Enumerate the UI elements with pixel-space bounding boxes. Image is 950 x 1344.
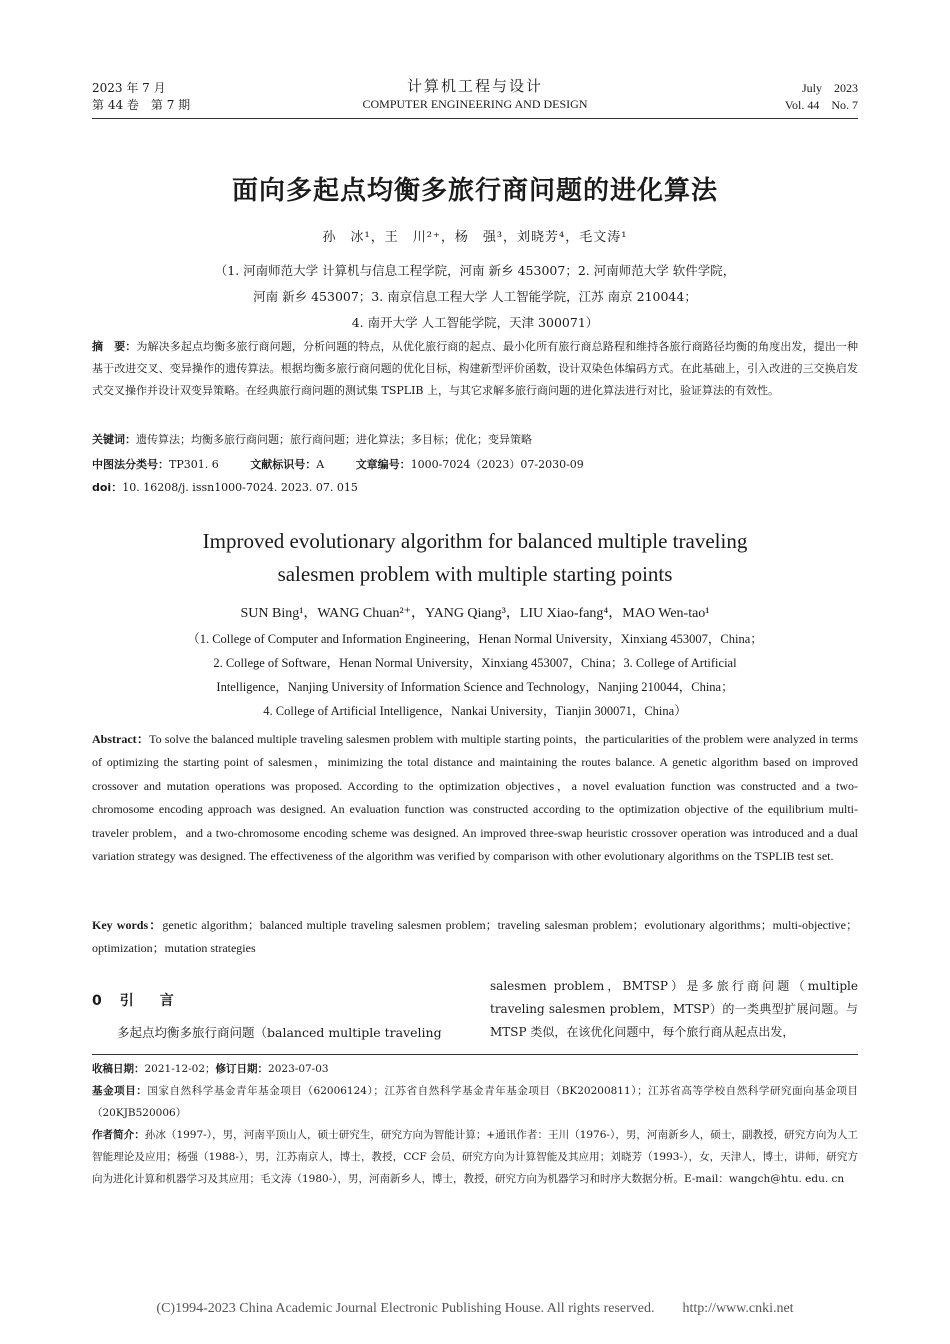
affiliations-en <box>0 627 950 723</box>
received-label: 收稿日期： <box>92 1063 145 1075</box>
intro-paragraph-right: salesmen problem，BMTSP）是多旅行商问题（multiple traveling salesmen problem，MTSP）的一类典型扩展问题。与 MTSP 类似，在该优化问题中，每个旅行商从起点出发， <box>490 979 858 1039</box>
abstract-cn-text: 为解决多起点均衡多旅行商问题，分析问题的特点，从优化旅行商的起点、最小化所有旅行商总路程和维持各旅行商路径均衡的角度出发，提出一种基于改进交叉、变异操作的遗传算法。根据均衡多旅行商问题的优化目标，构建新型评价函数，设计双染色体编码方式。在此基础上，引入改进的三交换启发式交叉操作并设计双变异策略。在经典旅行商问题的测试集 TSPLIB 上，与其它求解多旅行商问题的进化算法进行对比，验证算法的有效性。 <box>92 340 859 397</box>
article-number-label: 文章编号： <box>355 458 411 471</box>
affiliation-line: 4. 南开大学 人工智能学院，天津 300071） <box>351 315 599 330</box>
fund-label: 基金项目： <box>92 1085 148 1097</box>
affiliation-line: 河南 新乡 453007；3. 南京信息工程大学 人工智能学院，江苏 南京 210044； <box>253 289 697 304</box>
doi-value: 10. 16208/j. issn1000-7024. 2023. 07. 015 <box>122 481 358 494</box>
issue-volume-cn: 第 44 卷 第 7 期 <box>92 98 191 112</box>
authors-cn: 孙 冰¹，王 川²⁺，杨 强³，刘晓芳⁴，毛文涛¹ <box>322 230 628 245</box>
title-en-line: Improved evolutionary algorithm for balanced multiple traveling <box>202 529 748 553</box>
running-header-right <box>760 80 858 114</box>
affiliation-en-line: 2. College of Software，Henan Normal University，Xinxiang 453007，China；3. College of Artificial <box>213 656 737 670</box>
revised-value: 2023-07-03 <box>268 1063 329 1075</box>
title-en-line: salesmen problem with multiple starting points <box>277 562 673 586</box>
keywords-en-label: Key words： <box>92 918 163 932</box>
keywords-cn-text: 遗传算法；均衡多旅行商问题；旅行商问题；进化算法；多目标；优化；变异策略 <box>136 433 532 446</box>
revised-label: 修订日期： <box>215 1063 269 1075</box>
doc-code-label: 文献标识号： <box>250 458 317 471</box>
affiliations-cn <box>0 258 950 336</box>
bio-label: 作者简介： <box>92 1129 145 1141</box>
clc-label: 中图法分类号： <box>92 458 169 471</box>
keywords-cn-label: 关键词： <box>92 433 136 446</box>
paper-title-cn: 面向多起点均衡多旅行商问题的进化算法 <box>231 176 718 206</box>
doi-label: doi： <box>92 481 123 494</box>
footnote-author-bio <box>92 1124 858 1190</box>
doi-line <box>92 477 858 499</box>
section-heading-introduction <box>92 990 180 1010</box>
issue-volume-en: Vol. 44 No. 7 <box>784 98 858 112</box>
copyright-notice: (C)1994-2023 China Academic Journal Electronic Publishing House. All rights reserved. http://www.cnki.net <box>156 1301 794 1316</box>
journal-name-en: COMPUTER ENGINEERING AND DESIGN <box>362 97 588 111</box>
bio-value: 孙冰（1997-），男，河南平顶山人，硕士研究生，研究方向为智能计算；+通讯作者：王川（1976-），男，河南新乡人，硕士，副教授，研究方向为人工智能理论及应用；杨强（1988-），男，江苏南京人，博士，教授，CCF 会员，研究方向为计算智能及其应用；刘晓芳（1993-），女，天津人，博士，讲师，研究方向为进化计算和机器学习及其应用；毛文涛（1980-），男，河南新乡人，博士，教授，研究方向为机器学习和时序大数据分析。E-mail：wangch@htu. edu. cn <box>92 1129 859 1185</box>
doc-code-value: A <box>316 458 325 471</box>
affiliation-line: （1. 河南师范大学 计算机与信息工程学院，河南 新乡 453007；2. 河南师范大学 软件学院， <box>214 263 736 278</box>
received-value: 2021-12-02； <box>144 1063 216 1075</box>
clc-value: TP301. 6 <box>169 458 219 471</box>
classification-line <box>92 454 858 476</box>
issue-date-cn: 2023 年 7 月 <box>92 81 166 95</box>
section-title: 引 言 <box>119 993 180 1009</box>
keywords-en-text: genetic algorithm；balanced multiple traveling salesmen problem；traveling salesman problem；evolutionary algorithms；multi-objective；optimization；mutation strategies <box>92 918 858 956</box>
section-number: 0 <box>92 993 102 1009</box>
paper-title-en <box>0 525 950 591</box>
keywords-cn <box>92 429 858 451</box>
footnote-dates <box>92 1058 858 1080</box>
article-number-value: 1000-7024（2023）07-2030-09 <box>410 458 584 471</box>
footnote-funding <box>92 1080 858 1124</box>
abstract-en-text: To solve the balanced multiple traveling salesmen problem with multiple starting points，the particularities of the problem were analyzed in terms of optimizing the starting point of salesmen，minimizing the total distance and maintaining the routes balance. A genetic algorithm based on improved crossover and mutation operations was proposed. According to the optimization objectives，a novel evaluation function was constructed and a two-chromosome encoding approach was designed. An evaluation function was constructed according to the optimization objective of the equilibrium multi-traveler problem，and a two-chromosome encoding scheme was designed. An improved three-swap heuristic crossover operation was introduced and a dual variation strategy was designed. The effectiveness of the algorithm was verified by comparison with other evolutionary algorithms on the TSPLIB test set. <box>92 732 859 864</box>
keywords-en <box>92 914 858 961</box>
footnote-rule <box>92 1054 858 1055</box>
fund-value: 国家自然科学基金青年基金项目（62006124）；江苏省自然科学基金青年基金项目（BK20200811）；江苏省高等学校自然科学研究面向基金项目（20KJB520006） <box>92 1085 859 1119</box>
intro-paragraph-left: 多起点均衡多旅行商问题（balanced multiple traveling <box>117 1025 442 1040</box>
abstract-en <box>92 728 858 868</box>
issue-date-en: July 2023 <box>801 81 858 95</box>
affiliation-en-line: Intelligence，Nanjing University of Information Science and Technology，Nanjing 210044，China； <box>216 680 734 694</box>
journal-name-cn: 计算机工程与设计 <box>406 77 543 95</box>
affiliation-en-line: 4. College of Artificial Intelligence，Nankai University，Tianjin 300071，China） <box>263 704 687 718</box>
abstract-cn <box>92 336 858 402</box>
authors-en: SUN Bing¹，WANG Chuan²⁺，YANG Qiang³，LIU Xiao-fang⁴，MAO Wen-tao¹ <box>240 606 710 621</box>
abstract-en-label: Abstract： <box>92 732 150 746</box>
abstract-cn-label: 摘 要： <box>92 340 137 353</box>
header-rule <box>92 118 858 119</box>
affiliation-en-line: （1. College of Computer and Information Engineering，Henan Normal University，Xinxiang 453007，China； <box>187 632 763 646</box>
